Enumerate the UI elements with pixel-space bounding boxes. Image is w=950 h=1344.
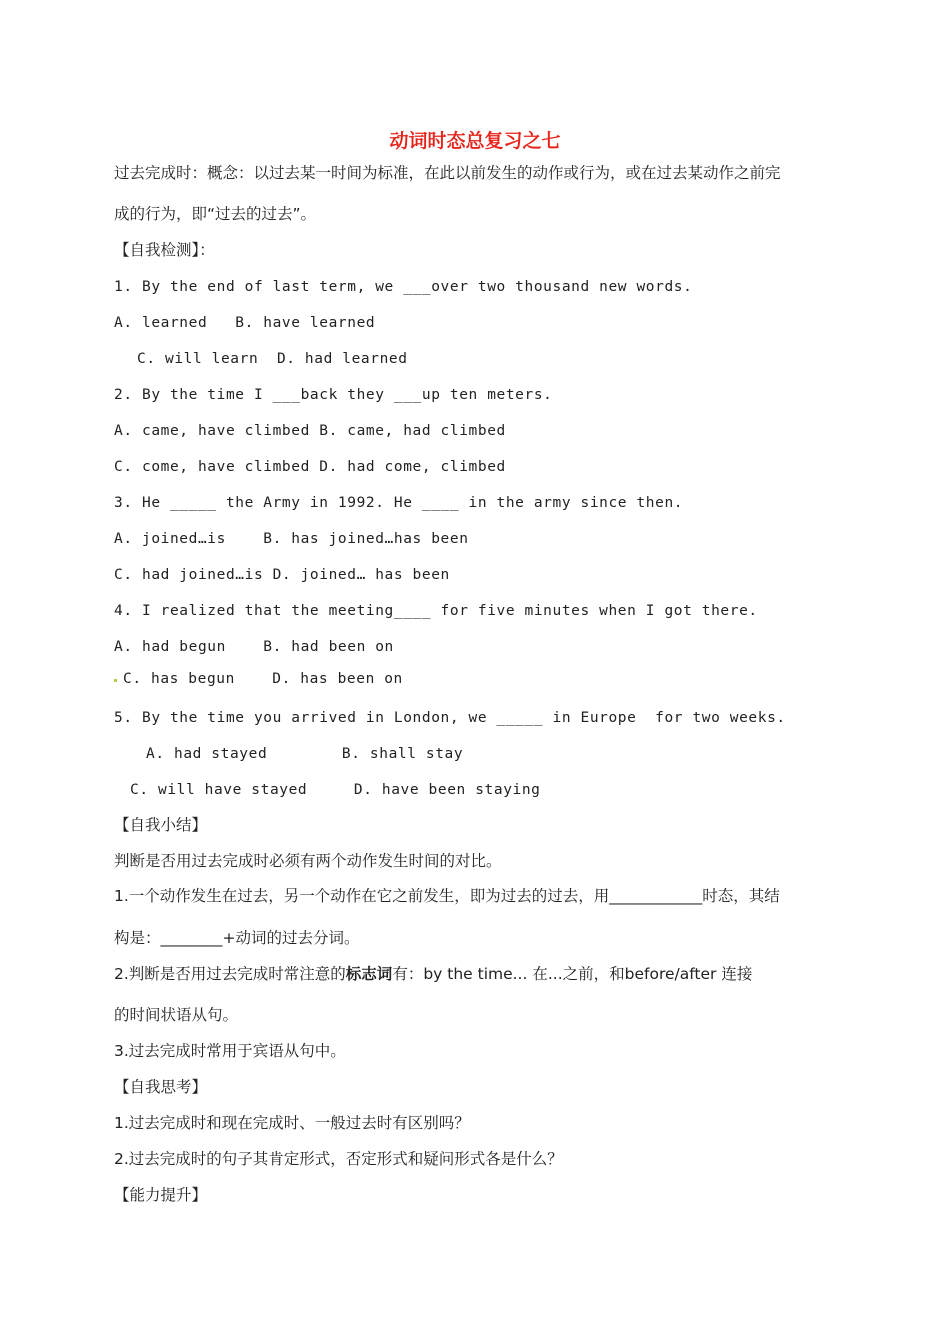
summary-item-2-post: 有：by the time... 在...之前，和before/after 连接	[392, 965, 753, 983]
question-2-stem: 2. By the time I ___back they ___up ten meters.	[114, 387, 553, 403]
think-question-2: 2.过去完成时的句子其肯定形式，否定形式和疑问形式各是什么？	[114, 1150, 563, 1168]
think-question-1: 1.过去完成时和现在完成时、一般过去时有区别吗？	[114, 1114, 470, 1132]
question-4-options-ab: A. had begun B. had been on	[114, 639, 394, 655]
question-3-options-ab: A. joined…is B. has joined…has been	[114, 531, 469, 547]
question-4-options-cd: C. has begun D. has been on	[123, 671, 403, 687]
summary-item-2-keyword: 标志词	[345, 965, 393, 983]
question-2-options-cd: C. come, have climbed D. had come, climbed	[114, 459, 506, 475]
summary-item-2-line-1	[114, 964, 752, 984]
intro-line-1: 过去完成时：概念：以过去某一时间为标准，在此以前发生的动作或行为，或在过去某动作之前完	[114, 164, 781, 182]
section-self-check: 【自我检测】：	[114, 241, 215, 259]
summary-intro: 判断是否用过去完成时必须有两个动作发生时间的对比。	[114, 852, 502, 870]
question-1-options-cd: C. will learn D. had learned	[137, 351, 408, 367]
section-self-summary: 【自我小结】	[114, 816, 208, 834]
intro-line-2: 成的行为，即“过去的过去”。	[114, 205, 317, 223]
page-title: 动词时态总复习之七	[389, 130, 561, 152]
question-5-options-cd: C. will have stayed D. have been staying	[130, 782, 541, 798]
question-2-options-ab: A. came, have climbed B. came, had climbed	[114, 423, 506, 439]
question-3-stem: 3. He _____ the Army in 1992. He ____ in the army since then.	[114, 495, 684, 511]
question-1-stem: 1. By the end of last term, we ___over two thousand new words.	[114, 279, 693, 295]
section-ability: 【能力提升】	[114, 1186, 208, 1204]
speck-mark	[114, 679, 117, 682]
summary-item-1-line-1: 1.一个动作发生在过去，另一个动作在它之前发生，即为过去的过去，用____________时态，其结	[114, 887, 780, 905]
question-4-stem: 4. I realized that the meeting____ for five minutes when I got there.	[114, 603, 758, 619]
question-5-stem: 5. By the time you arrived in London, we _____ in Europe for two weeks.	[114, 710, 786, 726]
question-3-options-cd: C. had joined…is D. joined… has been	[114, 567, 450, 583]
question-1-options-ab: A. learned B. have learned	[114, 315, 376, 331]
summary-item-3: 3.过去完成时常用于宾语从句中。	[114, 1042, 346, 1060]
section-self-think: 【自我思考】	[114, 1078, 208, 1096]
question-5-options-ab: A. had stayed B. shall stay	[146, 746, 464, 762]
summary-item-2-pre: 2.判断是否用过去完成时常注意的	[114, 965, 346, 983]
summary-item-2-line-2: 的时间状语从句。	[114, 1006, 239, 1024]
summary-item-1-line-2: 构是：________+动词的过去分词。	[114, 929, 360, 947]
